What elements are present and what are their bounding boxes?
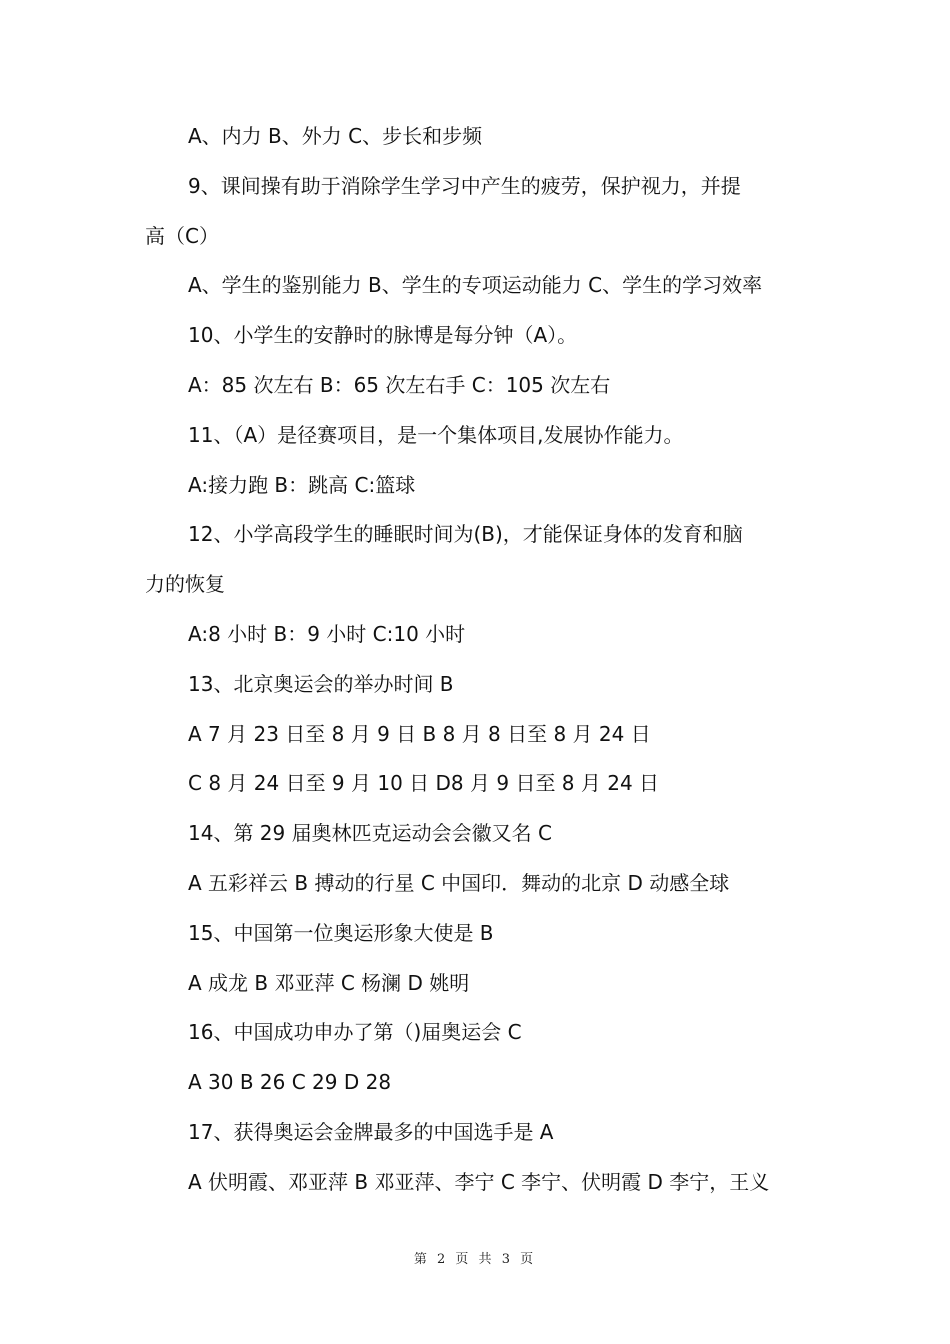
text-line-3: 高（C）	[145, 223, 219, 248]
text-line-16: A 五彩祥云 B 搏动的行星 C 中国印．舞动的北京 D 动感全球	[188, 870, 730, 895]
text-line-1: A、内力 B、外力 C、步长和步频	[188, 124, 483, 148]
text-line-14: C 8 月 24 日至 9 月 10 日 D8 月 9 日至 8 月 24 日	[188, 771, 660, 796]
page-footer: 第 2 页 共 3 页	[413, 1252, 537, 1267]
text-line-7: 11、（A）是径赛项目，是一个集体项目,发展协作能力。	[188, 422, 684, 447]
text-line-17: 15、中国第一位奥运形象大使是 B	[188, 920, 494, 945]
text-line-5: 10、小学生的安静时的脉博是每分钟（A）。	[188, 323, 578, 348]
text-line-6: A：85 次左右 B：65 次左右手 C：105 次左右	[188, 372, 611, 397]
text-line-4: A、学生的鉴别能力 B、学生的专项运动能力 C、学生的学习效率	[188, 273, 763, 298]
document-body	[145, 112, 810, 1208]
text-line-19: 16、中国成功申办了第（)届奥运会 C	[188, 1020, 522, 1045]
text-line-15: 14、第 29 届奥林匹克运动会会徽又名 C	[188, 821, 552, 846]
text-line-9: 12、小学高段学生的睡眠时间为(B)，才能保证身体的发育和脑	[188, 522, 743, 547]
text-line-13: A 7 月 23 日至 8 月 9 日 B 8 月 8 日至 8 月 24 日	[188, 721, 651, 746]
text-line-2: 9、课间操有助于消除学生学习中产生的疲劳，保护视力，并提	[188, 173, 741, 198]
text-line-22: A 伏明霞、邓亚萍 B 邓亚萍、李宁 C 李宁、伏明霞 D 李宁，王义	[188, 1169, 770, 1194]
text-line-12: 13、北京奥运会的举办时间 B	[188, 671, 454, 696]
text-line-10: 力的恢复	[145, 572, 225, 597]
text-line-8: A:接力跑 B：跳高 C:篮球	[188, 472, 416, 497]
text-line-18: A 成龙 B 邓亚萍 C 杨澜 D 姚明	[188, 970, 470, 995]
text-line-11: A:8 小时 B：9 小时 C:10 小时	[188, 621, 466, 646]
text-line-21: 17、获得奥运会金牌最多的中国选手是 A	[188, 1119, 554, 1144]
text-line-20: A 30 B 26 C 29 D 28	[188, 1070, 392, 1095]
